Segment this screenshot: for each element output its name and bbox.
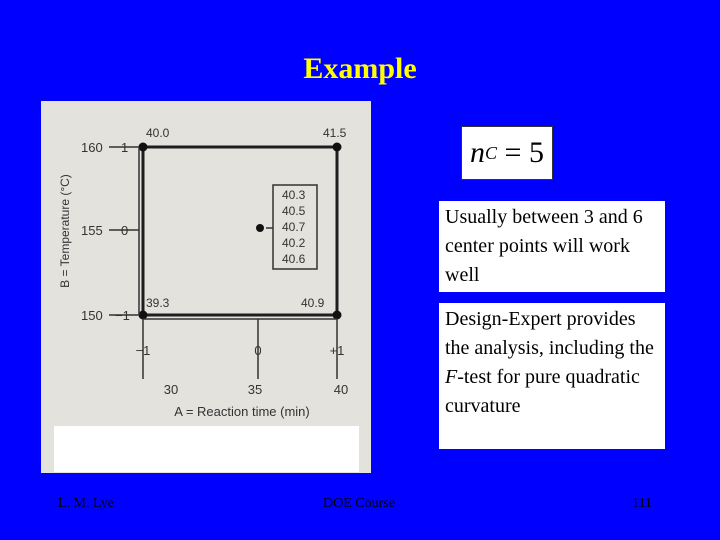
corner-value-top-right: 41.5 (323, 126, 347, 140)
note-design-expert-text: Design-Expert provides the analysis, including the F-test for pure quadratic curvature (445, 308, 654, 417)
footer-author: L. M. Lye (58, 496, 114, 511)
center-value-3: 40.7 (282, 220, 306, 234)
y-tick-label-actual-low: 150 (81, 308, 103, 323)
center-value-1: 40.3 (282, 188, 306, 202)
center-point (256, 224, 264, 232)
f-test-letter: F (445, 366, 458, 388)
footer-course: DOE Course (323, 496, 395, 511)
x-tick-label-actual-mid: 35 (247, 382, 263, 397)
y-tick-label-coded-high: 1 (121, 140, 129, 155)
y-tick-label-coded-low: −1 (115, 308, 130, 323)
x-tick-label-coded-high: +1 (329, 343, 345, 358)
corner-value-bottom-right: 40.9 (301, 296, 325, 310)
x-tick-label-coded-mid: 0 (254, 343, 262, 358)
x-tick-label-actual-high: 40 (333, 382, 349, 397)
corner-value-bottom-left: 39.3 (146, 296, 170, 310)
figure-white-cover (54, 426, 359, 472)
y-tick-label-coded-mid: 0 (121, 223, 129, 238)
formula-operator: = (504, 136, 522, 169)
center-value-2: 40.5 (282, 204, 306, 218)
footer-page-number: 111 (632, 496, 652, 511)
corner-point-top-right (333, 143, 342, 152)
y-axis-title: B = Temperature (°C) (58, 174, 72, 288)
x-axis-title: A = Reaction time (min) (174, 404, 310, 419)
x-tick-label-coded-low: −1 (135, 343, 151, 358)
corner-value-top-left: 40.0 (146, 126, 170, 140)
x-tick-label-actual-low: 30 (163, 382, 179, 397)
center-points-formula (461, 126, 553, 180)
y-tick-label-actual-mid: 155 (81, 223, 103, 238)
formula-value: 5 (528, 136, 544, 169)
corner-point-top-left (139, 143, 148, 152)
center-value-5: 40.6 (282, 252, 306, 266)
note-center-points-count: Usually between 3 and 6 center points will work well (439, 201, 665, 292)
slide-title: Example (303, 52, 417, 85)
corner-point-bottom-right (333, 311, 342, 320)
y-tick-label-actual-high: 160 (81, 140, 103, 155)
formula-variable: n (470, 136, 486, 169)
note-design-expert (439, 303, 665, 449)
design-diagram (41, 101, 371, 473)
design-square (143, 147, 337, 315)
corner-point-bottom-left (139, 311, 148, 320)
center-value-4: 40.2 (282, 236, 306, 250)
formula-subscript: C (485, 142, 498, 163)
factorial-design-figure (41, 101, 371, 473)
